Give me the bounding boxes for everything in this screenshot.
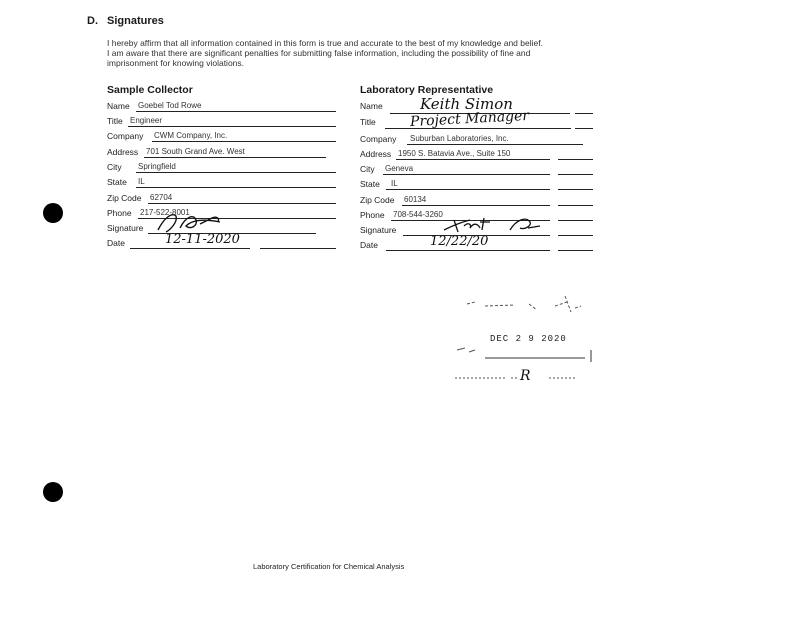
collector-title-line: [128, 126, 336, 127]
lab-company-value[interactable]: Suburban Laboratories, Inc.: [410, 134, 509, 143]
collector-signature-label: Signature: [107, 223, 144, 233]
lab-title-value[interactable]: Project Manager: [409, 107, 530, 131]
footer-text: Laboratory Certification for Chemical Analysis: [253, 562, 405, 571]
lab-city-value[interactable]: Geneva: [385, 164, 414, 173]
collector-name-label: Name: [107, 101, 130, 111]
lab-address-value[interactable]: 1950 S. Batavia Ave., Suite 150: [398, 149, 511, 158]
collector-date-label: Date: [107, 238, 125, 248]
punch-hole-bottom: [43, 482, 63, 502]
lab-date-line-2: [558, 250, 593, 251]
lab-city-line-2: [558, 174, 593, 175]
collector-date-line: [130, 248, 250, 249]
collector-city-value[interactable]: Springfield: [138, 162, 176, 171]
lab-city-line: [383, 174, 550, 175]
collector-title-label: Title: [107, 116, 123, 126]
collector-address-line: [144, 157, 326, 158]
collector-zip-line: [148, 203, 336, 204]
collector-title-value[interactable]: Engineer: [130, 116, 163, 125]
collector-phone-label: Phone: [107, 208, 132, 218]
lab-title-label: Title: [360, 117, 376, 127]
received-stamp-date: DEC 2 9 2020: [490, 334, 567, 344]
collector-date-line-2: [260, 248, 336, 249]
affirmation-line-2: I am aware that there are significant penalties for submitting false information, including the possibility of fine and: [107, 48, 531, 58]
lab-company-label: Company: [360, 134, 397, 144]
collector-zip-value[interactable]: 62704: [150, 193, 173, 202]
lab-zip-line: [402, 205, 550, 206]
lab-zip-label: Zip Code: [360, 195, 395, 205]
lab-phone-line-2: [558, 220, 593, 221]
punch-hole-top: [43, 203, 63, 223]
section-letter: D.: [87, 15, 98, 27]
lab-address-line-2: [558, 159, 593, 160]
lab-address-line: [396, 159, 550, 160]
lab-date-line: [386, 250, 550, 251]
collector-state-line: [136, 187, 336, 188]
lab-name-label: Name: [360, 101, 383, 111]
lab-date-label: Date: [360, 240, 378, 250]
collector-name-line: [136, 111, 336, 112]
lab-signature-line-2: [558, 235, 593, 236]
lab-state-line-2: [558, 189, 593, 190]
collector-company-label: Company: [107, 131, 144, 141]
collector-company-value[interactable]: CWM Company, Inc.: [154, 131, 228, 140]
lab-phone-label: Phone: [360, 210, 385, 220]
received-stamp-initials: R: [520, 368, 531, 384]
affirmation-text: [107, 38, 587, 68]
lab-company-line: [407, 144, 583, 145]
lab-state-value[interactable]: IL: [391, 179, 398, 188]
lab-address-label: Address: [360, 149, 392, 159]
lab-signature-drawing: [440, 214, 550, 236]
collector-state-value[interactable]: IL: [138, 177, 145, 186]
collector-address-label: Address: [107, 147, 139, 157]
collector-state-label: State: [107, 177, 127, 187]
lab-title-line: [385, 128, 571, 129]
lab-city-label: City: [360, 164, 375, 174]
lab-state-label: State: [360, 179, 380, 189]
lab-state-line: [386, 189, 550, 190]
collector-name-value[interactable]: Goebel Tod Rowe: [138, 101, 202, 110]
lab-signature-label: Signature: [360, 225, 397, 235]
section-title: Signatures: [107, 15, 164, 27]
collector-city-label: City: [107, 162, 122, 172]
collector-address-value[interactable]: 701 South Grand Ave. West: [146, 147, 245, 156]
collector-date-value[interactable]: 12-11-2020: [165, 232, 240, 247]
affirmation-line-1: I hereby affirm that all information contained in this form is true and accurate to the best of my knowledge and belief.: [107, 38, 543, 48]
lab-zip-value[interactable]: 60134: [404, 195, 427, 204]
lab-title-line-2: [575, 128, 593, 129]
lab-name-value[interactable]: Keith Simon: [420, 95, 513, 113]
lab-name-line-2: [575, 113, 593, 114]
lab-heading: Laboratory Representative: [360, 84, 494, 96]
collector-city-line: [136, 172, 336, 173]
collector-zip-label: Zip Code: [107, 193, 142, 203]
collector-company-line: [152, 141, 336, 142]
affirmation-line-3: imprisonment for knowing violations.: [107, 58, 245, 68]
collector-phone-value[interactable]: 217-522-8001: [140, 208, 190, 217]
lab-phone-value[interactable]: 708-544-3260: [393, 210, 443, 219]
lab-date-value[interactable]: 12/22/20: [430, 234, 489, 249]
collector-heading: Sample Collector: [107, 84, 193, 96]
lab-zip-line-2: [558, 205, 593, 206]
